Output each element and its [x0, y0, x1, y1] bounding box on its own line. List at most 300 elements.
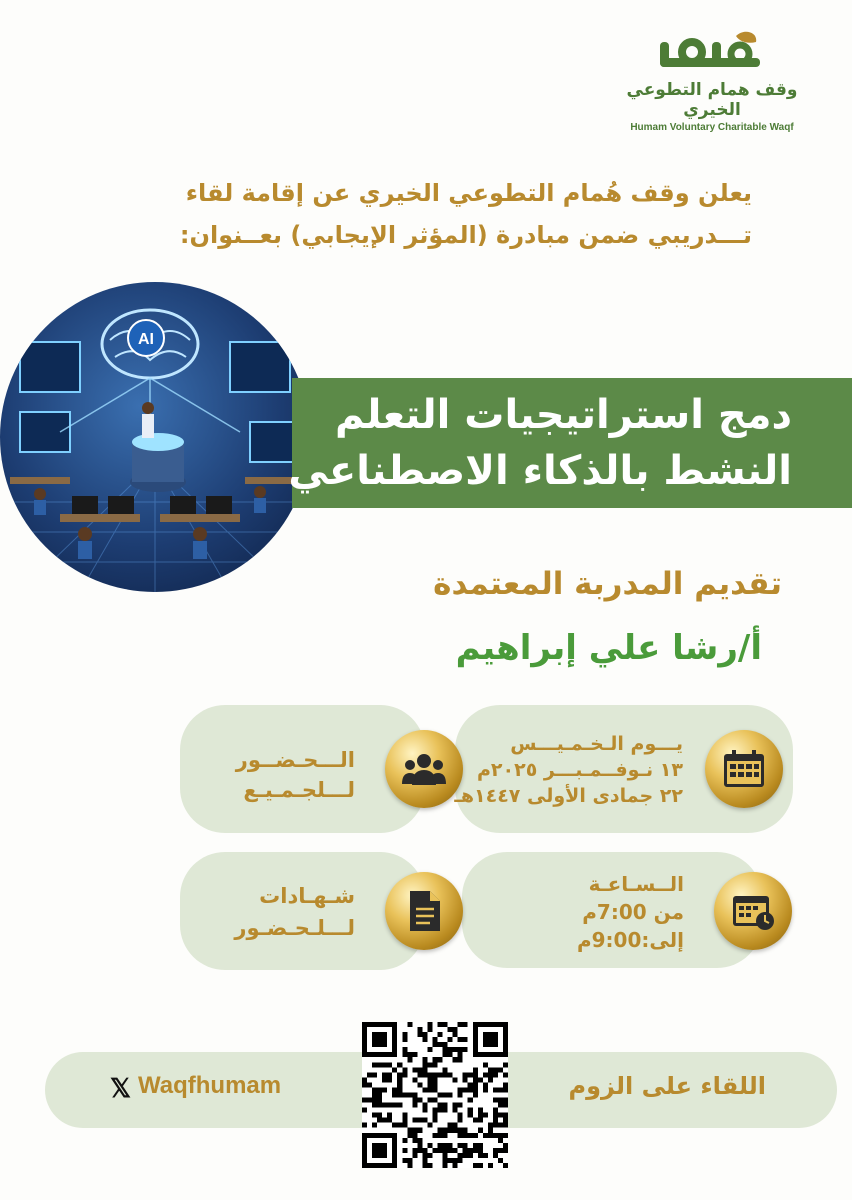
ai-classroom-illustration	[0, 282, 310, 592]
qr-module	[473, 1067, 478, 1072]
qr-module	[503, 1072, 508, 1077]
qr-module	[422, 1037, 427, 1042]
qr-module	[412, 1052, 417, 1057]
qr-module	[438, 1143, 443, 1148]
qr-module	[503, 1143, 508, 1148]
qr-module	[468, 1098, 473, 1103]
qr-module	[493, 1087, 498, 1092]
qr-module	[427, 1098, 432, 1103]
logo	[612, 30, 812, 133]
qr-module	[458, 1128, 463, 1133]
qr-module	[372, 1103, 377, 1108]
qr-module	[402, 1067, 407, 1072]
qr-module	[372, 1092, 377, 1097]
qr-module	[473, 1077, 478, 1082]
qr-module	[503, 1087, 508, 1092]
qr-module	[498, 1133, 503, 1138]
qr-module	[387, 1103, 392, 1108]
qr-module	[412, 1128, 417, 1133]
qr-module	[463, 1148, 468, 1153]
qr-module	[488, 1133, 493, 1138]
qr-module	[503, 1103, 508, 1108]
qr-module	[402, 1118, 407, 1123]
qr-module	[392, 1067, 397, 1072]
qr-module	[468, 1153, 473, 1158]
qr-module	[427, 1022, 432, 1027]
qr-module	[443, 1047, 448, 1052]
people-icon	[385, 730, 463, 808]
qr-module	[453, 1123, 458, 1128]
qr-module	[397, 1103, 402, 1108]
qr-module	[463, 1072, 468, 1077]
presenter-label: تقديم المدربة المعتمدة	[433, 566, 782, 602]
qr-module	[488, 1067, 493, 1072]
logo-arabic-name: وقف همام التطوعي الخيري	[626, 80, 798, 120]
qr-module	[397, 1077, 402, 1082]
qr-module	[432, 1148, 437, 1153]
qr-module	[503, 1118, 508, 1123]
time-line-2: من 7:00م	[582, 900, 684, 924]
qr-module	[458, 1047, 463, 1052]
qr-module	[367, 1072, 372, 1077]
attendance-text	[236, 745, 355, 805]
qr-module	[382, 1072, 387, 1077]
qr-module	[443, 1067, 448, 1072]
qr-module	[407, 1022, 412, 1027]
qr-code[interactable]	[362, 1022, 508, 1168]
qr-module	[503, 1123, 508, 1128]
qr-module	[382, 1103, 387, 1108]
qr-module	[458, 1143, 463, 1148]
qr-module	[453, 1047, 458, 1052]
qr-module	[382, 1062, 387, 1067]
qr-module	[372, 1123, 377, 1128]
qr-module	[377, 1062, 382, 1067]
qr-module	[458, 1092, 463, 1097]
qr-module	[458, 1087, 463, 1092]
qr-module	[397, 1082, 402, 1087]
qr-module	[443, 1108, 448, 1113]
qr-module	[448, 1052, 453, 1057]
intro-line-2: تـــدريبي ضمن مبادرة (المؤثر الإيجابي) بعــنوان:	[179, 221, 752, 249]
qr-module	[458, 1037, 463, 1042]
time-text	[577, 870, 684, 954]
qr-module	[377, 1103, 382, 1108]
qr-module	[448, 1047, 453, 1052]
qr-module	[443, 1133, 448, 1138]
qr-module	[448, 1092, 453, 1097]
qr-module	[438, 1108, 443, 1113]
logo-mark-icon	[652, 30, 772, 82]
qr-module	[438, 1032, 443, 1037]
qr-module	[397, 1123, 402, 1128]
qr-module	[503, 1148, 508, 1153]
qr-module	[473, 1087, 478, 1092]
qr-module	[407, 1128, 412, 1133]
qr-module	[463, 1133, 468, 1138]
qr-module	[488, 1128, 493, 1133]
qr-module	[362, 1123, 367, 1128]
qr-module	[432, 1108, 437, 1113]
qr-module	[422, 1057, 427, 1062]
qr-module	[387, 1072, 392, 1077]
qr-module	[412, 1067, 417, 1072]
qr-module	[422, 1072, 427, 1077]
qr-module	[463, 1077, 468, 1082]
qr-module	[397, 1092, 402, 1097]
qr-module	[468, 1082, 473, 1087]
qr-module	[483, 1082, 488, 1087]
qr-module	[458, 1057, 463, 1062]
qr-module	[503, 1098, 508, 1103]
qr-module	[498, 1138, 503, 1143]
qr-module	[427, 1072, 432, 1077]
qr-module	[422, 1062, 427, 1067]
qr-module	[402, 1148, 407, 1153]
qr-module	[402, 1072, 407, 1077]
qr-module	[422, 1108, 427, 1113]
qr-module	[427, 1047, 432, 1052]
ai-badge: AI	[138, 331, 154, 348]
qr-module	[443, 1092, 448, 1097]
date-line-2: ١٣ نـوفــمـبـــر ٢٠٢٥م	[476, 759, 683, 781]
qr-module	[463, 1128, 468, 1133]
title-line-2: النشط بالذكاء الاصطناعي	[288, 448, 792, 494]
qr-code-pattern	[362, 1022, 508, 1168]
qr-module	[478, 1163, 483, 1168]
qr-module	[503, 1082, 508, 1087]
qr-module	[478, 1128, 483, 1133]
qr-module	[483, 1062, 488, 1067]
qr-module	[412, 1133, 417, 1138]
trainer-name: أ/رشا علي إبراهيم	[455, 628, 762, 668]
time-line-1: الــسـاعـة	[588, 872, 684, 896]
qr-module	[432, 1133, 437, 1138]
qr-module	[392, 1103, 397, 1108]
qr-module	[498, 1113, 503, 1118]
date-line-3: ٢٢ جمادى الأولى ١٤٤٧هـ	[454, 785, 683, 807]
qr-module	[483, 1153, 488, 1158]
attendance-line-2: لـــلجـمـيـع	[243, 778, 355, 802]
qr-module	[478, 1113, 483, 1118]
qr-module	[473, 1082, 478, 1087]
qr-module	[402, 1123, 407, 1128]
qr-module	[392, 1123, 397, 1128]
qr-module	[493, 1123, 498, 1128]
illustration-art	[0, 282, 310, 592]
qr-module	[422, 1153, 427, 1158]
qr-module	[478, 1108, 483, 1113]
qr-module	[453, 1032, 458, 1037]
qr-module	[483, 1133, 488, 1138]
qr-module	[443, 1128, 448, 1133]
qr-module	[493, 1067, 498, 1072]
qr-module	[498, 1148, 503, 1153]
qr-module	[372, 1113, 377, 1118]
qr-module	[402, 1037, 407, 1042]
qr-module	[443, 1153, 448, 1158]
qr-module	[448, 1037, 453, 1042]
qr-module	[412, 1138, 417, 1143]
qr-module	[412, 1098, 417, 1103]
qr-module	[493, 1113, 498, 1118]
qr-module	[478, 1118, 483, 1123]
qr-module	[473, 1143, 478, 1148]
qr-module	[427, 1027, 432, 1032]
date-pill	[455, 705, 793, 833]
qr-module	[473, 1148, 478, 1153]
qr-module	[407, 1163, 412, 1168]
date-text	[454, 731, 683, 809]
qr-module	[382, 1077, 387, 1082]
qr-module	[458, 1153, 463, 1158]
qr-module	[417, 1118, 422, 1123]
qr-module	[468, 1072, 473, 1077]
qr-module	[362, 1082, 367, 1087]
qr-module	[432, 1118, 437, 1123]
qr-module	[448, 1148, 453, 1153]
qr-module	[427, 1087, 432, 1092]
qr-module	[402, 1158, 407, 1163]
qr-finder	[372, 1143, 387, 1158]
qr-module	[432, 1062, 437, 1067]
qr-finder	[483, 1032, 498, 1047]
qr-module	[488, 1077, 493, 1082]
qr-module	[372, 1062, 377, 1067]
qr-module	[427, 1153, 432, 1158]
qr-module	[367, 1098, 372, 1103]
qr-module	[382, 1087, 387, 1092]
qr-module	[377, 1113, 382, 1118]
qr-module	[427, 1143, 432, 1148]
qr-module	[458, 1158, 463, 1163]
qr-module	[478, 1077, 483, 1082]
qr-module	[407, 1052, 412, 1057]
zoom-meeting-label: اللقاء على الزوم	[568, 1072, 766, 1100]
qr-module	[453, 1148, 458, 1153]
qr-module	[377, 1087, 382, 1092]
qr-module	[448, 1072, 453, 1077]
qr-module	[372, 1098, 377, 1103]
qr-module	[448, 1158, 453, 1163]
qr-module	[473, 1163, 478, 1168]
qr-module	[422, 1163, 427, 1168]
qr-module	[443, 1163, 448, 1168]
logo-english-name: Humam Voluntary Charitable Waqf	[630, 122, 794, 133]
qr-module	[503, 1062, 508, 1067]
qr-module	[468, 1133, 473, 1138]
attendance-pill	[180, 705, 425, 833]
qr-module	[402, 1047, 407, 1052]
qr-module	[498, 1103, 503, 1108]
qr-module	[458, 1052, 463, 1057]
qr-module	[387, 1113, 392, 1118]
qr-module	[493, 1108, 498, 1113]
qr-module	[412, 1148, 417, 1153]
qr-module	[483, 1087, 488, 1092]
qr-module	[407, 1133, 412, 1138]
qr-module	[498, 1158, 503, 1163]
time-line-3: إلى:9:00م	[576, 928, 684, 952]
intro-line-1: يعلن وقف هُمام التطوعي الخيري عن إقامة لقاء	[185, 179, 752, 207]
qr-module	[367, 1082, 372, 1087]
qr-module	[478, 1153, 483, 1158]
qr-module	[417, 1027, 422, 1032]
qr-module	[463, 1047, 468, 1052]
qr-module	[453, 1163, 458, 1168]
qr-module	[417, 1138, 422, 1143]
qr-module	[417, 1032, 422, 1037]
social-handle[interactable]: Waqfhumam	[138, 1072, 282, 1099]
qr-module	[493, 1118, 498, 1123]
intro-text	[112, 172, 752, 256]
qr-module	[417, 1128, 422, 1133]
qr-module	[382, 1118, 387, 1123]
qr-module	[473, 1118, 478, 1123]
qr-module	[417, 1098, 422, 1103]
qr-module	[362, 1098, 367, 1103]
qr-module	[488, 1163, 493, 1168]
qr-module	[503, 1113, 508, 1118]
qr-module	[448, 1128, 453, 1133]
qr-module	[473, 1133, 478, 1138]
qr-module	[468, 1087, 473, 1092]
qr-module	[458, 1118, 463, 1123]
qr-module	[438, 1057, 443, 1062]
qr-module	[432, 1077, 437, 1082]
qr-module	[498, 1067, 503, 1072]
certificates-line-1: شـهـادات	[259, 884, 355, 908]
qr-module	[432, 1042, 437, 1047]
qr-module	[412, 1153, 417, 1158]
qr-module	[438, 1072, 443, 1077]
qr-module	[417, 1067, 422, 1072]
qr-module	[493, 1148, 498, 1153]
qr-module	[427, 1123, 432, 1128]
qr-module	[392, 1092, 397, 1097]
qr-module	[438, 1128, 443, 1133]
title-band	[288, 378, 852, 508]
qr-module	[407, 1057, 412, 1062]
qr-module	[453, 1158, 458, 1163]
qr-module	[372, 1072, 377, 1077]
x-logo-icon[interactable]: 𝕏	[110, 1073, 131, 1103]
qr-module	[488, 1072, 493, 1077]
qr-module	[412, 1118, 417, 1123]
qr-module	[432, 1098, 437, 1103]
calendar-clock-icon	[714, 872, 792, 950]
calendar-icon	[705, 730, 783, 808]
qr-module	[443, 1158, 448, 1163]
qr-module	[432, 1072, 437, 1077]
qr-module	[387, 1077, 392, 1082]
qr-module	[473, 1072, 478, 1077]
qr-module	[493, 1098, 498, 1103]
qr-module	[422, 1067, 427, 1072]
qr-module	[458, 1113, 463, 1118]
qr-module	[427, 1077, 432, 1082]
qr-module	[402, 1138, 407, 1143]
qr-module	[443, 1022, 448, 1027]
certificates-text	[234, 880, 355, 944]
qr-module	[463, 1022, 468, 1027]
certificates-pill	[180, 852, 425, 970]
qr-module	[432, 1113, 437, 1118]
qr-module	[453, 1077, 458, 1082]
qr-module	[448, 1143, 453, 1148]
qr-module	[402, 1032, 407, 1037]
qr-module	[498, 1087, 503, 1092]
qr-module	[422, 1087, 427, 1092]
qr-module	[387, 1118, 392, 1123]
qr-module	[422, 1103, 427, 1108]
qr-module	[493, 1133, 498, 1138]
qr-module	[432, 1082, 437, 1087]
qr-module	[417, 1148, 422, 1153]
qr-module	[438, 1133, 443, 1138]
qr-module	[417, 1082, 422, 1087]
qr-module	[453, 1103, 458, 1108]
qr-module	[438, 1148, 443, 1153]
qr-module	[392, 1087, 397, 1092]
attendance-line-1: الـــحـضــور	[235, 748, 355, 772]
qr-module	[377, 1118, 382, 1123]
qr-module	[443, 1103, 448, 1108]
qr-module	[407, 1092, 412, 1097]
qr-module	[448, 1027, 453, 1032]
qr-module	[432, 1057, 437, 1062]
qr-module	[458, 1022, 463, 1027]
qr-module	[483, 1072, 488, 1077]
qr-module	[417, 1072, 422, 1077]
qr-module	[438, 1103, 443, 1108]
qr-module	[438, 1042, 443, 1047]
qr-module	[478, 1148, 483, 1153]
qr-module	[453, 1057, 458, 1062]
qr-module	[443, 1042, 448, 1047]
qr-module	[412, 1077, 417, 1082]
qr-module	[503, 1163, 508, 1168]
qr-module	[362, 1077, 367, 1082]
qr-module	[432, 1037, 437, 1042]
qr-module	[453, 1027, 458, 1032]
qr-module	[427, 1163, 432, 1168]
qr-module	[438, 1022, 443, 1027]
date-line-1: يـــوم الـخـمـيـــس	[510, 733, 683, 755]
qr-module	[372, 1087, 377, 1092]
qr-module	[412, 1103, 417, 1108]
qr-module	[417, 1143, 422, 1148]
qr-module	[473, 1092, 478, 1097]
qr-module	[498, 1098, 503, 1103]
qr-module	[397, 1072, 402, 1077]
qr-module	[397, 1087, 402, 1092]
qr-module	[422, 1158, 427, 1163]
qr-finder	[372, 1032, 387, 1047]
qr-module	[377, 1092, 382, 1097]
qr-module	[422, 1118, 427, 1123]
qr-module	[463, 1153, 468, 1158]
qr-module	[468, 1108, 473, 1113]
qr-module	[427, 1082, 432, 1087]
qr-module	[443, 1052, 448, 1057]
qr-module	[387, 1062, 392, 1067]
document-icon	[385, 872, 463, 950]
qr-module	[397, 1062, 402, 1067]
qr-module	[427, 1062, 432, 1067]
qr-module	[443, 1143, 448, 1148]
qr-module	[488, 1123, 493, 1128]
